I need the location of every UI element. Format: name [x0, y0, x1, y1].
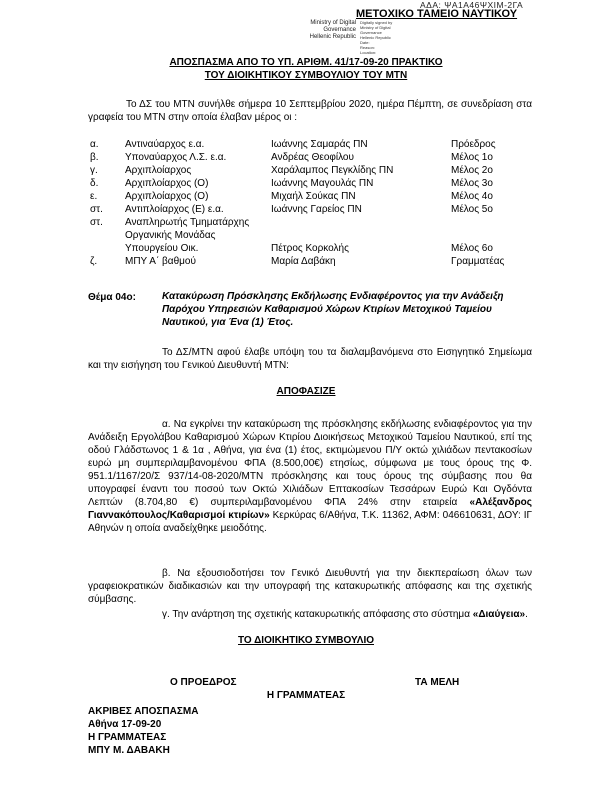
member-rank: ΜΠΥ Α΄ βαθμού [125, 256, 196, 267]
member-name [271, 229, 451, 242]
signature-detail-line: Governance [360, 30, 382, 35]
member-role: Μέλος 4ο [451, 191, 493, 202]
member-letter: στ. [90, 204, 103, 215]
signature-detail-line: Location: [360, 50, 377, 55]
footer-secretary-title: Η ΓΡΑΜΜΑΤΕΑΣ [88, 732, 167, 743]
member-rank: Υποναύαρχος Λ.Σ. ε.α. [125, 152, 227, 163]
member-name: Πέτρος Κορκολής [271, 243, 349, 254]
member-letter: ζ. [90, 256, 98, 267]
decision-item-b: β. Να εξουσιοδοτήσει τον Γενικό Διευθυντή για την διεκπεραίωση όλων των γραφειοκρατικών διαδικασιών και την υπογραφή της κατακυρωτικής απόφασης και της σχετικής σύμβασης. [88, 568, 532, 605]
signature-line: Ministry of Digital [310, 20, 356, 26]
member-row [90, 177, 530, 190]
footer-certified-copy: ΑΚΡΙΒΕΣ ΑΠΟΣΠΑΣΜΑ [88, 706, 199, 717]
member-name: Χαράλαμπος Πεγκλίδης ΠΝ [271, 165, 394, 176]
document-title-line-1: ΑΠΟΣΠΑΣΜΑ ΑΠΟ ΤΟ ΥΠ. ΑΡΙΘΜ. 41/17-09-20 ΠΡΑΚΤΙΚΟ [169, 57, 443, 68]
member-name [271, 216, 451, 229]
signature-detail-line: Reason: [360, 45, 375, 50]
member-row [90, 216, 530, 229]
footer-secretary-name: ΜΠΥ Μ. ΔΑΒΑΚΗ [88, 745, 170, 756]
member-rank: Αρχιπλοίαρχος (Ο) [125, 191, 209, 202]
intro-paragraph: Το ΔΣ του ΜΤΝ συνήλθε σήμερα 10 Σεπτεμβρίου 2020, ημέρα Πέμπτη, σε συνεδρίαση στα γραφεία του ΜΤΝ στην οποία έλαβαν μέρος οι : [88, 99, 532, 123]
member-letter: στ. [90, 217, 103, 228]
signature-detail-line: Hellenic Republic [360, 35, 391, 40]
member-rank: Αρχιπλοίαρχος (Ο) [125, 178, 209, 189]
signature-detail-line: Ministry of Digital [360, 25, 391, 30]
member-name: Ιωάννης Σαμαράς ΠΝ [271, 139, 368, 150]
digital-signature-ministry [286, 20, 356, 41]
member-letter: α. [90, 139, 99, 150]
decision-c-end: . [525, 609, 528, 620]
company-name: «Αλέξανδρος Γιαννακόπουλος/Καθαρισμοί κτιρίων» [88, 497, 532, 521]
member-name: Ιωάννης Γαρείος ΠΝ [271, 204, 362, 215]
decision-heading: ΑΠΟΦΑΣΙΖΕ [276, 386, 336, 397]
member-row [90, 190, 530, 203]
subject-text: Κατακύρωση Πρόσκλησης Εκδήλωσης Ενδιαφέροντος για την Ανάδειξη Παρόχου Υπηρεσιών Καθαρισμού Χώρων Κτιρίων Μετοχικού Ταμείου Ναυτικού, για Ένα (1) Έτος. [162, 291, 504, 328]
decision-a-address: Κερκύρας 6/Αθήνα, Τ.Κ. 11362, ΑΦΜ: 046610631, ΔΟΥ: ΙΓ Αθηνών η οποία αναδείχθηκε μειοδότης. [88, 510, 532, 534]
member-row [90, 203, 530, 216]
member-rank: Αντιναύαρχος ε.α. [125, 139, 205, 150]
member-role: Μέλος 3ο [451, 178, 493, 189]
member-letter: ε. [90, 191, 98, 202]
footer-date: Αθήνα 17-09-20 [88, 719, 162, 730]
signature-line: Governance [323, 27, 356, 33]
signature-members: ΤΑ ΜΕΛΗ [415, 677, 460, 688]
member-name: Μιχαήλ Σούκας ΠΝ [271, 191, 356, 202]
decision-item-c [88, 608, 532, 621]
member-letter: β. [90, 152, 99, 163]
member-rank: Αντιπλοίαρχος (Ε) ε.α. [125, 204, 224, 215]
member-letter [90, 229, 125, 242]
member-rank: Οργανικής Μονάδας [125, 230, 216, 241]
member-name: Ιωάννης Μαγουλάς ΠΝ [271, 178, 374, 189]
member-row [90, 255, 530, 268]
member-name: Μαρία Δαβάκη [271, 256, 336, 267]
signature-detail-line: Date: [360, 40, 370, 45]
member-rank: Υπουργείου Οικ. [125, 243, 199, 254]
decision-item-a [88, 418, 532, 535]
signature-president: Ο ΠΡΟΕΔΡΟΣ [170, 677, 237, 688]
member-role: Μέλος 2ο [451, 165, 493, 176]
member-letter: δ. [90, 178, 99, 189]
member-role: Μέλος 6ο [451, 243, 493, 254]
digital-signature-details [360, 20, 530, 55]
member-row [90, 164, 530, 177]
member-role: Γραμματέας [451, 256, 505, 267]
members-roster [90, 138, 530, 268]
board-heading: ΤΟ ΔΙΟΙΚΗΤΙΚΟ ΣΥΜΒΟΥΛΙΟ [238, 635, 374, 646]
member-role [451, 216, 530, 229]
member-role [451, 229, 530, 242]
subject-label: Θέμα 04ο: [88, 292, 136, 303]
member-row [90, 151, 530, 164]
member-rank: Αναπληρωτής Τμηματάρχης [125, 217, 250, 228]
consideration-paragraph: Το ΔΣ/ΜΤΝ αφού έλαβε υπόψη του τα διαλαμβανόμενα στο Εισηγητικό Σημείωμα και την εισήγηση του Γενικού Διευθυντή ΜΤΝ: [88, 347, 532, 371]
signature-detail-line: Digitally signed by [360, 20, 393, 25]
ada-code: ΑΔΑ: ΨΑ1Α46ΨΧΙΜ-2ΓΑ [420, 0, 524, 10]
member-row [90, 138, 530, 151]
decision-c-text: γ. Την ανάρτηση της σχετικής κατακυρωτικής απόφασης στο σύστημα [162, 609, 473, 620]
member-role: Μέλος 5ο [451, 204, 493, 215]
signature-secretary: Η ΓΡΑΜΜΑΤΕΑΣ [266, 690, 346, 701]
members-table [90, 138, 530, 268]
member-row [90, 229, 530, 242]
member-row [90, 242, 530, 255]
diavgeia-system: «Διαύγεια» [472, 609, 526, 620]
member-letter [90, 242, 125, 255]
organization-name: ΜΕΤΟΧΙΚΟ ΤΑΜΕΙΟ ΝΑΥΤΙΚΟΥ [356, 8, 518, 20]
member-role: Μέλος 1ο [451, 152, 493, 163]
decision-a-text: α. Να εγκρίνει την κατακύρωση της πρόσκλησης εκδήλωσης ενδιαφέροντος για την Ανάδειξη Εργολάβου Καθαρισμού Χώρων Κτιρίου Διοικήσεως Μετοχικού Ταμείου Ναυτικού, επί της οδού Γλάδστωνος 1 & 1α , Αθήνα, για ένα (1) έτος, εκτιμώμενου Π/Υ οκτώ χιλιάδων πεντακοσίων ευρώ μη συμπεριλαμβανομένου ΦΠΑ (8.500,00€) ετησίως, σύμφωνα με τους όρους της Φ. 951.1/1167/20/Σ 937/14-08-2020/ΜΤΝ πρόσκλησης και τους όρους της σύμβασης που θα υπογραφεί έναντι του ποσού των Οκτώ Χιλιάδων Επτακοσίων Τεσσάρων Ευρώ Και Ογδόντα Λεπτών (8.704,80 €) συμπεριλαμβανομένου ΦΠΑ 24% στην εταιρεία [88, 419, 532, 508]
signature-line: Hellenic Republic [309, 34, 356, 40]
member-name: Ανδρέας Θεοφίλου [271, 152, 354, 163]
member-rank: Αρχιπλοίαρχος [125, 165, 192, 176]
member-letter: γ. [90, 165, 98, 176]
document-title-line-2: ΤΟΥ ΔΙΟΙΚΗΤΙΚΟΥ ΣΥΜΒΟΥΛΙΟΥ ΤΟΥ ΜΤΝ [204, 70, 408, 81]
member-role: Πρόεδρος [451, 139, 496, 150]
